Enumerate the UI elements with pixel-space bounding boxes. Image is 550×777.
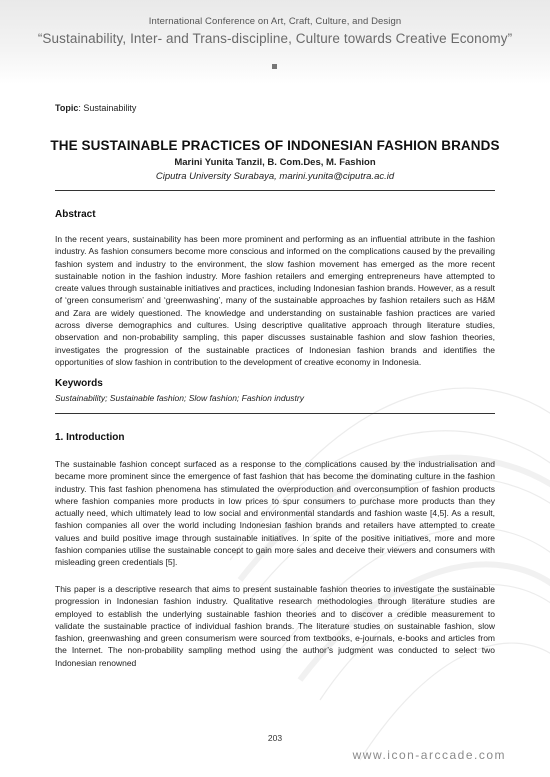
topic-line	[55, 103, 136, 113]
keywords-heading: Keywords	[55, 378, 103, 389]
abstract-text: In the recent years, sustainability has been more prominent and performing as an influential attribute in the fashion industry. As fashion consumers become more conscious and informed on the complications caused by the prevailing fashion system and industry to the environment, the slow fashion movement has emerged as the more recent sustainable notion in the fashion industry. More fashion retailers and emerging entrepreneurs have attempted to create values through sustainable initiatives and practices, including Indonesian fashion brands. However, as a result of ‘green consumerism’ and ‘greenwashing’, many of the sustainable approaches by fashion retailers such as H&M and Zara are widely questioned. The knowledge and understanding on sustainable fashion practices are varied across diverse demographics and cultures. Using descriptive qualitative approach through literature studies, observation and non-probability sampling, this paper discusses sustainable fashion and slow fashion theories, investigates the progression of the sustainable practices of Indonesian fashion brands and identifies the opportunities of slow fashion in contribution to the development of creative economy in Indonesia.	[55, 234, 495, 367]
page-number: 203	[267, 733, 283, 743]
introduction-heading: 1. Introduction	[55, 432, 125, 443]
abstract-heading: Abstract	[55, 209, 96, 220]
keywords-text: Sustainability; Sustainable fashion; Slow fashion; Fashion industry	[55, 393, 305, 403]
paper-title: THE SUSTAINABLE PRACTICES OF INDONESIAN FASHION BRANDS	[50, 138, 500, 153]
conference-title: International Conference on Art, Craft, Culture, and Design	[148, 16, 402, 27]
conference-theme: “Sustainability, Inter- and Trans-discipline, Culture towards Creative Economy”	[37, 31, 513, 46]
paper-authors: Marini Yunita Tanzil, B. Com.Des, M. Fashion	[174, 157, 376, 168]
paper-affiliation: Ciputra University Surabaya, marini.yunita@ciputra.ac.id	[155, 171, 395, 182]
introduction-paragraph-1: The sustainable fashion concept surfaced as a response to the complications caused by the industrialisation and became more prominent since the emergence of fast fashion that has become the dominating culture in the fashion industry. This fast fashion phenomena has stimulated the overproduction and overconsumption of fashion products where fashion companies more products in low prices to spur consumers to purchase more products than they actually need, which ultimately lead to low social and environmental standards and fashion waste [4,5]. As a result, fashion companies all over the world including Indonesian fashion brands and retailers have attempted to create values and build positive image through sustainable initiatives. In spite of the positive initiatives, more and more fashion companies utilise the sustainable concept to gain more sales and deceive their viewers and consumers with misleading green credentials [5].	[55, 459, 495, 568]
title-divider	[55, 190, 495, 191]
introduction-paragraph-2: This paper is a descriptive research that aims to present sustainable fashion theories to investigate the sustainable progression in Indonesian fashion industry. Qualitative research methodologies through literature studies are employed to establish the underlying sustainable fashion theories and to discover a credible measurement to validate the sustainable practice of individual fashion brands. The literature studies on sustainable fashion, slow fashion, greenwashing and green consumerism were sourced from textbooks, e-journals, e-books and articles from the Internet. The non-probability sampling method using the author’s judgment was conducted to select two Indonesian renowned	[55, 584, 495, 668]
topic-label: Topic	[55, 103, 79, 113]
topic-value: : Sustainability	[78, 103, 137, 113]
footer-url: www.icon-arccade.com	[352, 748, 506, 762]
keywords-divider	[55, 413, 495, 414]
